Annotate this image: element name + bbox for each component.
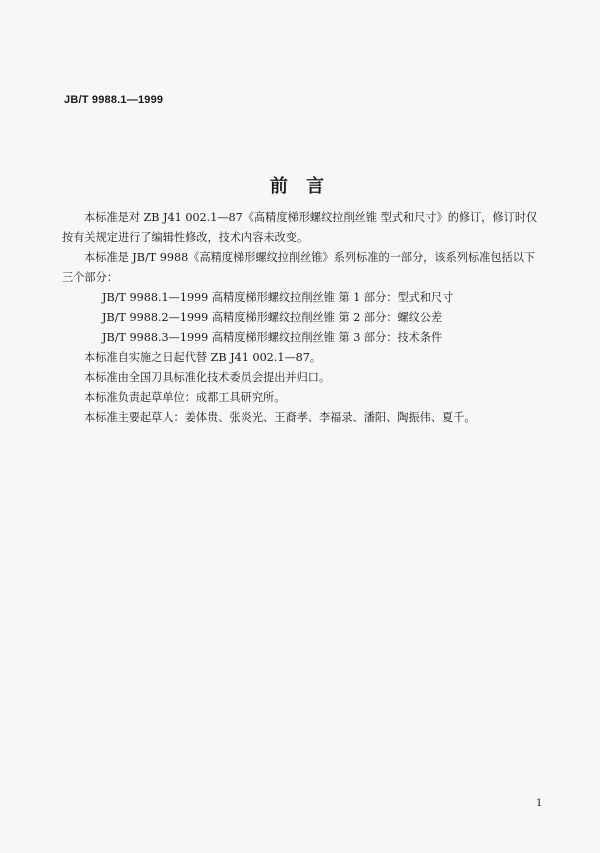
paragraph: 本标准主要起草人：姜体贵、张炎光、王裔孝、李福录、潘阳、陶振伟、夏千。 (84, 411, 476, 424)
list-item: JB/T 9988.2—1999 高精度梯形螺纹拉削丝锥 第 2 部分：螺纹公差 (102, 311, 443, 324)
standard-code-header: JB/T 9988.1—1999 (64, 94, 164, 106)
paragraph: 本标准是对 ZB J41 002.1—87《高精度梯形螺纹拉削丝锥 型式和尺寸》的修订，修订时仅按有关规定进行了编辑性修改，技术内容未改变。 (62, 211, 538, 244)
paragraph: 本标准自实施之日起代替 ZB J41 002.1—87。 (84, 351, 322, 364)
page-title: 前 言 (269, 176, 331, 197)
paragraph: 本标准负责起草单位：成都工具研究所。 (84, 391, 286, 404)
paragraph: 本标准是 JB/T 9988《高精度梯形螺纹拉削丝锥》系列标准的一部分，该系列标准包括以下三个部分： (62, 251, 536, 284)
body-text (62, 208, 542, 428)
list-item: JB/T 9988.1—1999 高精度梯形螺纹拉削丝锥 第 1 部分：型式和尺寸 (102, 291, 454, 304)
page-number: 1 (536, 798, 543, 809)
parts-list (62, 288, 542, 348)
paragraph: 本标准由全国刀具标准化技术委员会提出并归口。 (84, 371, 331, 384)
list-item: JB/T 9988.3—1999 高精度梯形螺纹拉削丝锥 第 3 部分：技术条件 (102, 331, 443, 344)
